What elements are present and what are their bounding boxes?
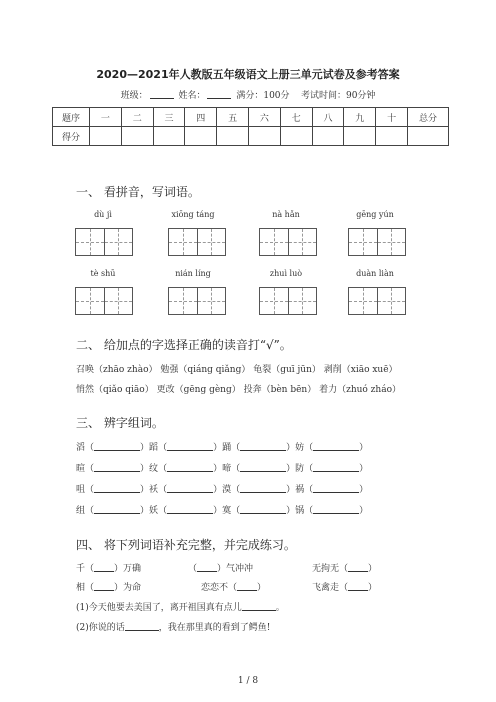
page-number: 1 / 8 [237,676,259,686]
char: 寞 [222,506,232,516]
answer-blank[interactable] [167,462,213,472]
answer-blank[interactable] [313,462,359,472]
class-label: 班级： [120,91,148,101]
class-blank[interactable] [150,89,174,99]
word-group-row: 咀（ ）袄（ ）漠（ ）祸（ ） [76,485,369,495]
section1-heading: 一、 看拼音，写词语。 [76,185,200,199]
name-blank[interactable] [207,89,231,99]
score-header-cell: 题序 [53,108,90,127]
score-header-cell: 十 [376,108,408,127]
answer-blank[interactable] [94,504,140,514]
score-row-label: 得分 [53,127,90,146]
pinyin-label: xiōng táng [171,210,215,219]
score-header-cell: 六 [248,108,280,127]
score-header-cell: 一 [90,108,122,127]
answer-blank[interactable] [240,483,286,493]
answer-blank[interactable] [313,483,359,493]
idiom-item: 千（ ）万确 [76,564,142,574]
answer-blank[interactable] [94,581,114,591]
answer-blank[interactable] [94,462,140,472]
answer-blank[interactable] [94,441,140,451]
idiom-item: 相（ ）为命 [76,583,142,593]
score-table [52,107,449,146]
answer-blank[interactable] [167,441,213,451]
answer-blank[interactable] [240,462,286,472]
exam-meta [0,88,496,101]
char: 漠 [222,485,232,495]
answer-blank[interactable] [240,504,286,514]
pinyin-label: tè shū [90,269,116,278]
answer-blank[interactable] [242,601,276,611]
score-cell[interactable] [90,127,122,146]
score-cell[interactable] [312,127,344,146]
score-header-cell: 七 [280,108,312,127]
score-cell[interactable] [280,127,312,146]
score-cell[interactable] [217,127,249,146]
pinyin-label: nà hǎn [272,210,300,219]
writing-grid[interactable] [348,228,406,256]
idiom-item: （ ）气冲冲 [188,564,254,574]
score-header-cell: 九 [344,108,376,127]
sentence-question: (1)今天他要去美国了，离开祖国真有点儿 。 [76,603,285,613]
char: 袄 [149,485,159,495]
pinyin-label: zhuì luò [269,269,303,278]
char: 滔 [76,443,86,453]
answer-blank[interactable] [240,441,286,451]
answer-blank[interactable] [313,504,359,514]
score-cell[interactable] [248,127,280,146]
pinyin-label: nián líng [175,269,211,278]
answer-blank[interactable] [197,562,217,572]
name-label: 姓名： [178,91,206,101]
char: 防 [295,464,305,474]
answer-blank[interactable] [94,483,140,493]
answer-blank[interactable] [167,483,213,493]
score-header-cell: 总分 [408,108,449,127]
pinyin-label: gēng yún [356,210,394,219]
char: 锅 [295,506,305,516]
score-cell[interactable] [408,127,449,146]
score-header-row [53,108,449,127]
writing-grid[interactable] [75,228,133,256]
score-header-cell: 四 [185,108,217,127]
char: 妖 [149,506,159,516]
idiom-item: 恋恋不（ ） [201,583,267,593]
score-header-cell: 二 [121,108,153,127]
char: 妨 [295,443,305,453]
score-row [53,127,449,146]
word-group-row: 组（ ）妖（ ）寞（ ）锅（ ） [76,506,369,516]
score-cell[interactable] [344,127,376,146]
writing-grid[interactable] [259,228,317,256]
pinyin-label: duàn liàn [356,269,394,278]
char: 咀 [76,485,86,495]
answer-blank[interactable] [167,504,213,514]
word-group-row: 暄（ ）纹（ ）啼（ ）防（ ） [76,464,369,474]
pinyin-label: dù jì [94,210,112,219]
score-cell[interactable] [153,127,185,146]
score-header-cell: 五 [217,108,249,127]
idiom-item: 飞禽走（ ） [312,583,378,593]
writing-grid[interactable] [75,287,133,315]
writing-grid[interactable] [168,228,226,256]
char: 蹈 [149,443,159,453]
exam-time: 考试时间：90分钟 [300,91,376,101]
score-cell[interactable] [121,127,153,146]
answer-blank[interactable] [94,562,114,572]
answer-blank[interactable] [348,581,368,591]
writing-grid[interactable] [168,287,226,315]
answer-blank[interactable] [348,562,368,572]
score-cell[interactable] [376,127,408,146]
full-score: 满分：100分 [236,91,290,101]
char: 祸 [295,485,305,495]
pronunciation-line: 悄然（qiǎo qiāo） 更改（gēng gèng） 投奔（bèn bēn） 着力（zhuó zháo） [76,385,402,395]
char: 啼 [222,464,232,474]
section3-heading: 三、 辨字组词。 [76,416,164,430]
char: 组 [76,506,86,516]
char: 暄 [76,464,86,474]
section2-heading: 二、 给加点的字选择正确的读音打“√”。 [76,338,292,352]
answer-blank[interactable] [237,581,257,591]
word-group-row: 滔（ ）蹈（ ）踊（ ）妨（ ） [76,443,369,453]
idiom-item: 无拘无（ ） [312,564,378,574]
score-header-cell: 八 [312,108,344,127]
section4-heading: 四、 将下列词语补充完整，并完成练习。 [76,538,296,552]
sentence-question: (2)你说的话 ，我在那里真的看到了鳄鱼! [76,623,271,633]
char: 纹 [149,464,159,474]
answer-blank[interactable] [313,441,359,451]
answer-blank[interactable] [125,621,159,631]
score-cell[interactable] [185,127,217,146]
writing-grid[interactable] [348,287,406,315]
score-header-cell: 三 [153,108,185,127]
char: 踊 [222,443,232,453]
pronunciation-line: 召唤（zhāo zhào） 勉强（qiáng qiǎng） 龟裂（guī jūn） 剥削（xiāo xuē） [76,365,398,375]
page-title: 2020—2021年人教版五年级语文上册三单元试卷及参考答案 [96,68,400,81]
writing-grid[interactable] [259,287,317,315]
